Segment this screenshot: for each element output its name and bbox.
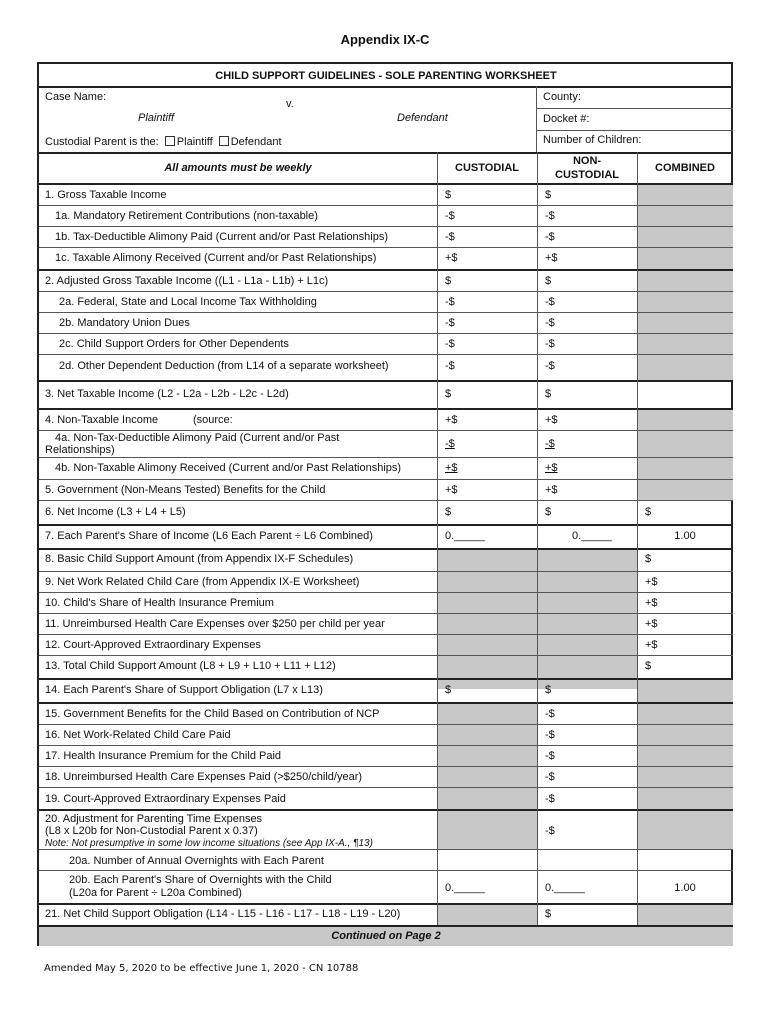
worksheet-title: CHILD SUPPORT GUIDELINES - SOLE PARENTING WORKSHEET [215,70,557,82]
row-11-label: 11. Unreimbursed Health Care Expenses over $250 per child per year [45,618,385,630]
noncustodial-row-5[interactable]: +$ [545,484,558,496]
versus-label: v. [286,98,294,110]
custodial-row-1b[interactable]: -$ [445,231,455,243]
row-19-label: 19. Court-Approved Extraordinary Expenses Paid [45,793,286,805]
row-7-label: 7. Each Parent's Share of Income (L6 Each Parent ÷ L6 Combined) [45,530,373,542]
noncustodial-row-1a[interactable]: -$ [545,210,555,222]
noncustodial-row-21[interactable]: $ [545,908,552,920]
combined-row-7: 1.00 [674,530,696,542]
row-1c-label: 1c. Taxable Alimony Received (Current and/or Past Relationships) [55,252,377,264]
combined-row-10[interactable]: +$ [645,597,658,609]
row-1a-label: 1a. Mandatory Retirement Contributions (non-taxable) [55,210,318,222]
noncustodial-row-1[interactable]: $ [545,189,552,201]
docket-label: Docket #: [543,113,590,125]
combined-row-8[interactable]: $ [645,553,652,565]
custodial-row-6[interactable]: $ [445,506,452,518]
noncustodial-row-2a[interactable]: -$ [545,296,555,308]
noncustodial-row-18[interactable]: -$ [545,771,555,783]
custodial-row-1[interactable]: $ [445,189,452,201]
row-10-label: 10. Child's Share of Health Insurance Premium [45,597,274,609]
row-4b-label: 4b. Non-Taxable Alimony Received (Current and/or Past Relationships) [55,462,402,474]
row-1-label: 1. Gross Taxable Income [45,189,167,201]
row-4a-label-1: 4a. Non-Tax-Deductible Alimony Paid (Current and/or Past [55,432,340,444]
custodial-row-2[interactable]: $ [445,275,452,287]
noncustodial-row-4b[interactable]: +$ [545,462,558,474]
row-12-label: 12. Court-Approved Extraordinary Expenses [45,639,261,651]
row-4-label: 4. Non-Taxable Income [45,414,159,426]
row-17-label: 17. Health Insurance Premium for the Child Paid [45,750,282,762]
row-20b-label-1: 20b. Each Parent's Share of Overnights with the Child [69,874,332,886]
custodial-row-14[interactable]: $ [445,684,452,696]
noncustodial-row-1b[interactable]: -$ [545,231,555,243]
row-9-label: 9. Net Work Related Child Care (from Appendix IX-E Worksheet) [45,576,360,588]
option-plaintiff: Plaintiff [176,136,213,148]
row-6-label: 6. Net Income (L3 + L4 + L5) [45,506,186,518]
custodial-parent-label: Custodial Parent is the: [45,136,159,148]
custodial-row-7[interactable]: 0._____ [445,530,485,542]
custodial-row-2a[interactable]: -$ [445,296,455,308]
row-20b-label-2: (L20a for Parent ÷ L20a Combined) [69,887,242,899]
custodial-parent-selector [45,136,282,149]
noncustodial-row-20b[interactable]: 0._____ [545,882,585,894]
custodial-row-4[interactable]: +$ [445,414,458,426]
row-8-label: 8. Basic Child Support Amount (from Appendix IX-F Schedules) [45,553,354,565]
noncustodial-row-2[interactable]: $ [545,275,552,287]
combined-row-11[interactable]: +$ [645,618,658,630]
custodial-header: CUSTODIAL [455,162,519,174]
non-custodial-header-1: NON- [572,155,602,167]
noncustodial-row-17[interactable]: -$ [545,750,555,762]
custodial-row-4b[interactable]: +$ [445,462,458,474]
noncustodial-row-1c[interactable]: +$ [545,252,558,264]
row-2b-label: 2b. Mandatory Union Dues [59,317,190,329]
combined-row-9[interactable]: +$ [645,576,658,588]
noncustodial-row-7[interactable]: 0._____ [572,530,612,542]
noncustodial-row-2c[interactable]: -$ [545,338,555,350]
combined-row-12[interactable]: +$ [645,639,658,651]
combined-header: COMBINED [655,162,715,174]
noncustodial-row-4a[interactable]: -$ [545,438,555,450]
custodial-row-4a[interactable]: -$ [445,438,455,450]
row-18-label: 18. Unreimbursed Health Care Expenses Paid (>$250/child/year) [45,771,363,783]
continued-note: Continued on Page 2 [331,930,441,942]
custodial-row-2b[interactable]: -$ [445,317,455,329]
custodial-row-1a[interactable]: -$ [445,210,455,222]
footer-amended-note: Amended May 5, 2020 to be effective June 1, 2020 - CN 10788 [44,963,359,974]
row-20a-label: 20a. Number of Annual Overnights with Each Parent [69,855,324,867]
non-custodial-header-2: CUSTODIAL [555,169,619,181]
row-5-label: 5. Government (Non-Means Tested) Benefits for the Child [45,484,326,496]
row-2-label: 2. Adjusted Gross Taxable Income ((L1 - L1a - L1b) + L1c) [45,275,329,287]
option-defendant: Defendant [230,136,282,148]
plaintiff-label: Plaintiff [138,112,175,124]
row-20-label-1: 20. Adjustment for Parenting Time Expenses [45,813,263,825]
children-label: Number of Children: [543,134,642,146]
shade-combined-4 [638,409,733,501]
defendant-checkbox[interactable] [219,136,229,146]
custodial-row-3[interactable]: $ [445,388,452,400]
row-2a-label: 2a. Federal, State and Local Income Tax Withholding [59,296,317,308]
shade-combined-2 [638,270,733,382]
custodial-row-1c[interactable]: +$ [445,252,458,264]
noncustodial-row-20[interactable]: -$ [545,825,555,837]
row-20-label-2: (L8 x L20b for Non-Custodial Parent x 0.37) [45,825,258,837]
row-13-label: 13. Total Child Support Amount (L8 + L9 + L10 + L11 + L12) [45,660,336,672]
row-14-label: 14. Each Parent's Share of Support Obligation (L7 x L13) [45,684,323,696]
noncustodial-row-16[interactable]: -$ [545,729,555,741]
custodial-row-2d[interactable]: -$ [445,360,455,372]
amounts-weekly-note: All amounts must be weekly [164,162,312,174]
combined-row-6[interactable]: $ [645,506,652,518]
row-4a-label-2: Relationships) [45,444,115,456]
shade-combined-21 [638,904,733,926]
noncustodial-row-19[interactable]: -$ [545,793,555,805]
row-16-label: 16. Net Work-Related Child Care Paid [45,729,231,741]
noncustodial-row-15[interactable]: -$ [545,708,555,720]
row-2d-label: 2d. Other Dependent Deduction (from L14 of a separate worksheet) [59,360,389,372]
county-label: County: [543,91,581,103]
noncustodial-row-6[interactable]: $ [545,506,552,518]
combined-row-13[interactable]: $ [645,660,652,672]
noncustodial-row-3[interactable]: $ [545,388,552,400]
custodial-row-2c[interactable]: -$ [445,338,455,350]
custodial-row-20b[interactable]: 0._____ [445,882,485,894]
row-20-note: Note: Not presumptive in some low income situations (see App IX-A., ¶13) [45,838,373,849]
case-name-label: Case Name: [45,91,107,103]
custodial-row-5[interactable]: +$ [445,484,458,496]
worksheet [37,62,733,946]
row-21-label: 21. Net Child Support Obligation (L14 - L15 - L16 - L17 - L18 - L19 - L20) [45,908,401,920]
defendant-label: Defendant [397,112,448,124]
combined-row-20b: 1.00 [674,882,696,894]
row-4-source-label: (source: [193,414,233,426]
noncustodial-row-14[interactable]: $ [545,684,552,696]
plaintiff-checkbox[interactable] [165,136,175,146]
appendix-title: Appendix IX-C [340,32,430,47]
shade-custodial-21 [438,904,538,926]
noncustodial-row-2d[interactable]: -$ [545,360,555,372]
noncustodial-row-2b[interactable]: -$ [545,317,555,329]
row-2c-label: 2c. Child Support Orders for Other Dependents [59,338,289,350]
row-1b-label: 1b. Tax-Deductible Alimony Paid (Current and/or Past Relationships) [55,231,389,243]
noncustodial-row-4[interactable]: +$ [545,414,558,426]
shade-combined-14 [638,679,733,703]
row-15-label: 15. Government Benefits for the Child Based on Contribution of NCP [45,708,380,720]
shade-parents-8-13 [438,549,638,689]
row-3-label: 3. Net Taxable Income (L2 - L2a - L2b - L2c - L2d) [45,388,289,400]
